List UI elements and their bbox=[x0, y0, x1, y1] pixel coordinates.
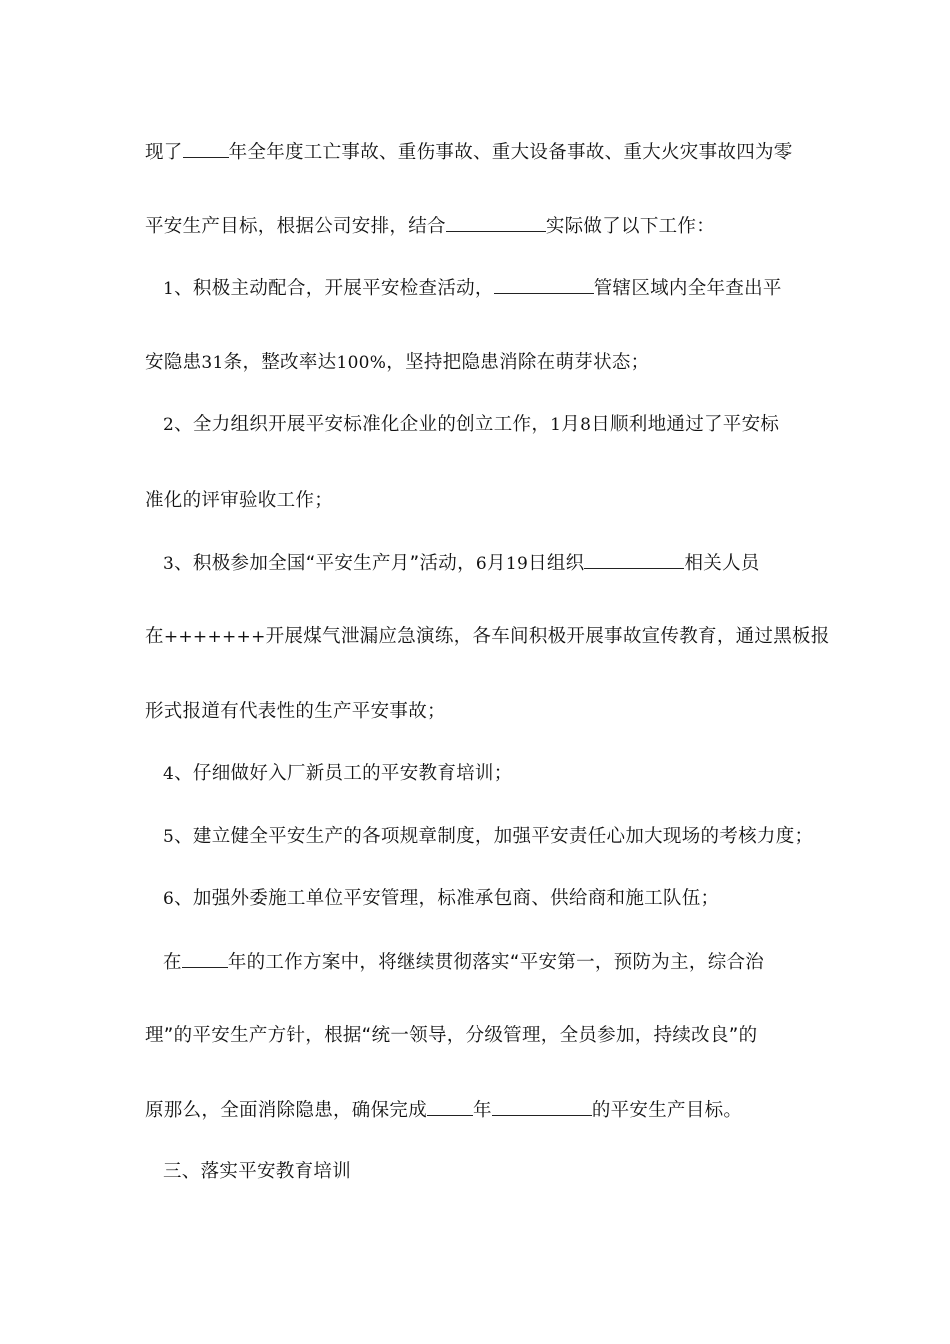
text: 形式报道有代表性的生产平安事故； bbox=[145, 701, 446, 722]
text-line-4 bbox=[145, 351, 649, 375]
text-line-9 bbox=[145, 700, 446, 724]
number: 100% bbox=[336, 353, 387, 373]
text: 、建立健全平安生产的各项规章制度，加强平安责任心加大现场的考核力度； bbox=[174, 826, 814, 847]
fill-blank bbox=[446, 214, 546, 232]
text: 、加强外委施工单位平安管理，标准承包商、供给商和施工队伍； bbox=[174, 888, 720, 909]
text: 平安生产目标，根据公司安排，结合 bbox=[145, 216, 446, 237]
text-line-10 bbox=[163, 762, 513, 786]
list-number: 5 bbox=[163, 827, 175, 847]
text: 年 bbox=[473, 1100, 492, 1121]
text: 相关人员 bbox=[684, 553, 760, 574]
text: 、全力组织开展平安标准化企业的创立工作， bbox=[174, 414, 551, 435]
text: 实际做了以下工作： bbox=[545, 216, 716, 237]
text-line-5 bbox=[163, 413, 779, 437]
text-line-6 bbox=[145, 489, 333, 513]
section-heading bbox=[163, 1160, 351, 1184]
list-number: 2 bbox=[163, 415, 175, 435]
text: 年全年度工亡事故、重伤事故、重大设备事故、重大火灾事故四为零 bbox=[228, 142, 793, 163]
text-line-12 bbox=[163, 887, 719, 911]
fill-blank bbox=[494, 276, 594, 294]
placeholder-marks: +++++++ bbox=[163, 627, 266, 647]
text-line-3 bbox=[163, 276, 782, 301]
text: 的平安生产目标。 bbox=[591, 1100, 743, 1121]
fill-blank bbox=[182, 950, 228, 968]
text-line-13 bbox=[163, 950, 764, 975]
text: 年的工作方案中，将继续贯彻落实“平安第一，预防为主，综合治 bbox=[227, 952, 765, 973]
text: 在 bbox=[145, 626, 164, 647]
text-line-15 bbox=[145, 1098, 742, 1123]
text: 管辖区域内全年查出平 bbox=[593, 278, 782, 299]
text: 、积极参加全国“平安生产月”活动， bbox=[174, 553, 476, 574]
fill-blank bbox=[427, 1098, 473, 1116]
number: 8 bbox=[580, 415, 592, 435]
text: 、仔细做好入厂新员工的平安教育培训； bbox=[174, 763, 513, 784]
number: 1 bbox=[550, 415, 562, 435]
text-line-8 bbox=[145, 625, 830, 649]
list-number: 6 bbox=[163, 889, 175, 909]
number: 19 bbox=[505, 554, 529, 574]
text: 条，整改率达 bbox=[223, 352, 337, 373]
fill-blank bbox=[492, 1098, 592, 1116]
list-number: 1 bbox=[163, 279, 175, 299]
text: 现了 bbox=[145, 142, 183, 163]
text: 日组织 bbox=[528, 553, 585, 574]
text: 日顺利地通过了平安标 bbox=[591, 414, 780, 435]
list-number: 4 bbox=[163, 764, 175, 784]
text: 三、落实平安教育培训 bbox=[163, 1161, 352, 1182]
fill-blank bbox=[183, 140, 229, 158]
text-line-2 bbox=[145, 214, 715, 239]
text: 准化的评审验收工作； bbox=[145, 490, 334, 511]
text-line-1 bbox=[145, 140, 793, 165]
text: 月 bbox=[487, 553, 506, 574]
text: ，坚持把隐患消除在萌芽状态； bbox=[386, 352, 650, 373]
text-line-14 bbox=[145, 1024, 757, 1048]
list-number: 3 bbox=[163, 554, 175, 574]
text: 理”的平安生产方针，根据“统一领导，分级管理，全员参加，持续改良”的 bbox=[145, 1025, 758, 1046]
text: 原那么，全面消除隐患，确保完成 bbox=[145, 1100, 428, 1121]
text: 、积极主动配合，开展平安检查活动， bbox=[174, 278, 494, 299]
text: 月 bbox=[561, 414, 581, 435]
fill-blank bbox=[584, 551, 684, 569]
text: 在 bbox=[163, 952, 182, 973]
number: 31 bbox=[201, 353, 224, 373]
text-line-11 bbox=[163, 825, 813, 849]
text-line-7 bbox=[163, 551, 760, 576]
text: 开展煤气泄漏应急演练，各车间积极开展事故宣传教育，通过黑板报 bbox=[265, 626, 830, 647]
number: 6 bbox=[475, 554, 488, 574]
text: 安隐患 bbox=[145, 352, 202, 373]
